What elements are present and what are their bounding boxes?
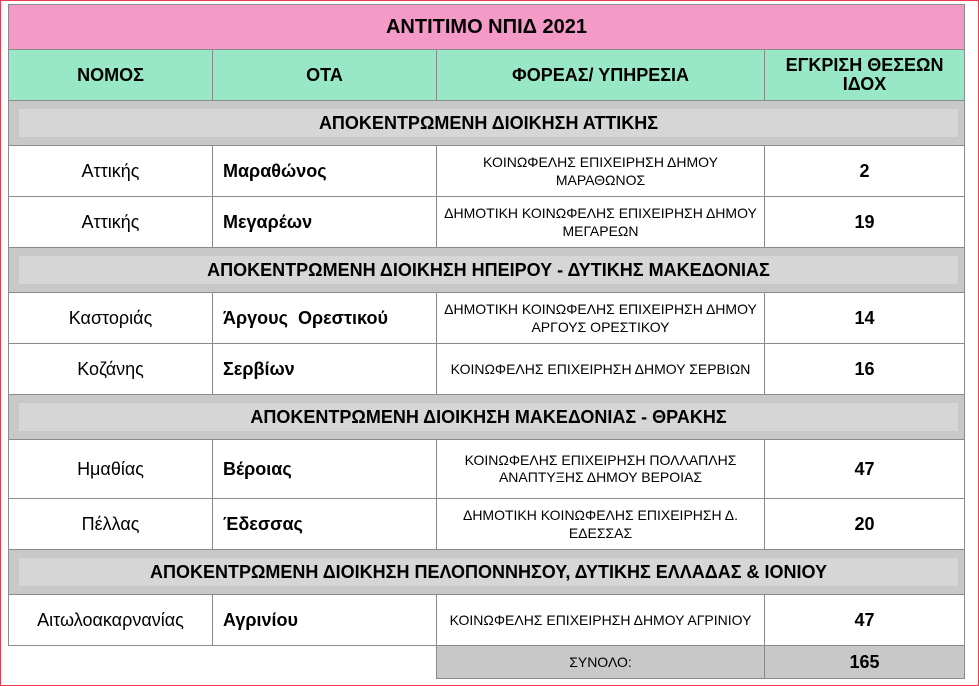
- region-row: [9, 395, 965, 440]
- header-row: [9, 50, 965, 101]
- table-row: [9, 595, 965, 646]
- table-title: ΑΝΤΙΤΙΜΟ ΝΠΙΔ 2021: [9, 5, 965, 50]
- cell-nomos: Καστοριάς: [9, 293, 213, 344]
- cell-count: 47: [765, 595, 965, 646]
- antitimo-table: [8, 4, 965, 679]
- cell-foreas: ΔΗΜΟΤΙΚΗ ΚΟΙΝΩΦΕΛΗΣ ΕΠΙΧΕΙΡΗΣΗ Δ. ΕΔΕΣΣΑΣ: [437, 499, 765, 550]
- cell-ota: Έδεσσας: [213, 499, 437, 550]
- total-value: 165: [765, 646, 965, 679]
- cell-count: 19: [765, 197, 965, 248]
- region-row: [9, 101, 965, 146]
- cell-foreas: ΚΟΙΝΩΦΕΛΗΣ ΕΠΙΧΕΙΡΗΣΗ ΔΗΜΟΥ ΣΕΡΒΙΩΝ: [437, 344, 765, 395]
- cell-ota: Άργους Ορεστικού: [213, 293, 437, 344]
- cell-ota: Βέροιας: [213, 440, 437, 499]
- region-title: ΑΠΟΚΕΝΤΡΩΜΕΝΗ ΔΙΟΙΚΗΣΗ ΑΤΤΙΚΗΣ: [19, 109, 958, 137]
- cell-count: 47: [765, 440, 965, 499]
- table-row: [9, 499, 965, 550]
- cell-foreas: ΚΟΙΝΩΦΕΛΗΣ ΕΠΙΧΕΙΡΗΣΗ ΔΗΜΟΥ ΑΓΡΙΝΙΟΥ: [437, 595, 765, 646]
- cell-nomos: Ημαθίας: [9, 440, 213, 499]
- cell-ota: Αγρινίου: [213, 595, 437, 646]
- table-row: [9, 146, 965, 197]
- cell-nomos: Αιτωλοακαρνανίας: [9, 595, 213, 646]
- total-row: [9, 646, 965, 679]
- cell-foreas: ΚΟΙΝΩΦΕΛΗΣ ΕΠΙΧΕΙΡΗΣΗ ΠΟΛΛΑΠΛΗΣ ΑΝΑΠΤΥΞΗΣ ΔΗΜΟΥ ΒΕΡΟΙΑΣ: [437, 440, 765, 499]
- table-row: [9, 293, 965, 344]
- cell-ota: Μαραθώνος: [213, 146, 437, 197]
- table-row: [9, 344, 965, 395]
- region-title: ΑΠΟΚΕΝΤΡΩΜΕΝΗ ΔΙΟΙΚΗΣΗ ΠΕΛΟΠΟΝΝΗΣΟΥ, ΔΥΤΙΚΗΣ ΕΛΛΑΔΑΣ & ΙΟΝΙΟΥ: [19, 558, 958, 586]
- cell-nomos: Αττικής: [9, 146, 213, 197]
- header-foreas: ΦΟΡΕΑΣ/ ΥΠΗΡΕΣΙΑ: [437, 50, 765, 101]
- header-ota: ΟΤΑ: [213, 50, 437, 101]
- table-row: [9, 197, 965, 248]
- region-title: ΑΠΟΚΕΝΤΡΩΜΕΝΗ ΔΙΟΙΚΗΣΗ ΗΠΕΙΡΟΥ - ΔΥΤΙΚΗΣ ΜΑΚΕΔΟΝΙΑΣ: [19, 256, 958, 284]
- cell-nomos: Πέλλας: [9, 499, 213, 550]
- header-count: ΕΓΚΡΙΣΗ ΘΕΣΕΩΝ ΙΔΟΧ: [765, 50, 965, 101]
- header-nomos: ΝΟΜΟΣ: [9, 50, 213, 101]
- region-row: [9, 248, 965, 293]
- cell-count: 16: [765, 344, 965, 395]
- region-row: [9, 550, 965, 595]
- cell-count: 2: [765, 146, 965, 197]
- cell-count: 14: [765, 293, 965, 344]
- cell-foreas: ΔΗΜΟΤΙΚΗ ΚΟΙΝΩΦΕΛΗΣ ΕΠΙΧΕΙΡΗΣΗ ΔΗΜΟΥ ΑΡΓΟΥΣ ΟΡΕΣΤΙΚΟΥ: [437, 293, 765, 344]
- cell-foreas: ΚΟΙΝΩΦΕΛΗΣ ΕΠΙΧΕΙΡΗΣΗ ΔΗΜΟΥ ΜΑΡΑΘΩΝΟΣ: [437, 146, 765, 197]
- cell-nomos: Κοζάνης: [9, 344, 213, 395]
- cell-count: 20: [765, 499, 965, 550]
- table-row: [9, 440, 965, 499]
- cell-nomos: Αττικής: [9, 197, 213, 248]
- cell-ota: Σερβίων: [213, 344, 437, 395]
- title-row: [9, 5, 965, 50]
- cell-foreas: ΔΗΜΟΤΙΚΗ ΚΟΙΝΩΦΕΛΗΣ ΕΠΙΧΕΙΡΗΣΗ ΔΗΜΟΥ ΜΕΓΑΡΕΩΝ: [437, 197, 765, 248]
- cell-ota: Μεγαρέων: [213, 197, 437, 248]
- region-title: ΑΠΟΚΕΝΤΡΩΜΕΝΗ ΔΙΟΙΚΗΣΗ ΜΑΚΕΔΟΝΙΑΣ - ΘΡΑΚΗΣ: [19, 403, 958, 431]
- total-label: ΣΥΝΟΛΟ:: [437, 646, 765, 679]
